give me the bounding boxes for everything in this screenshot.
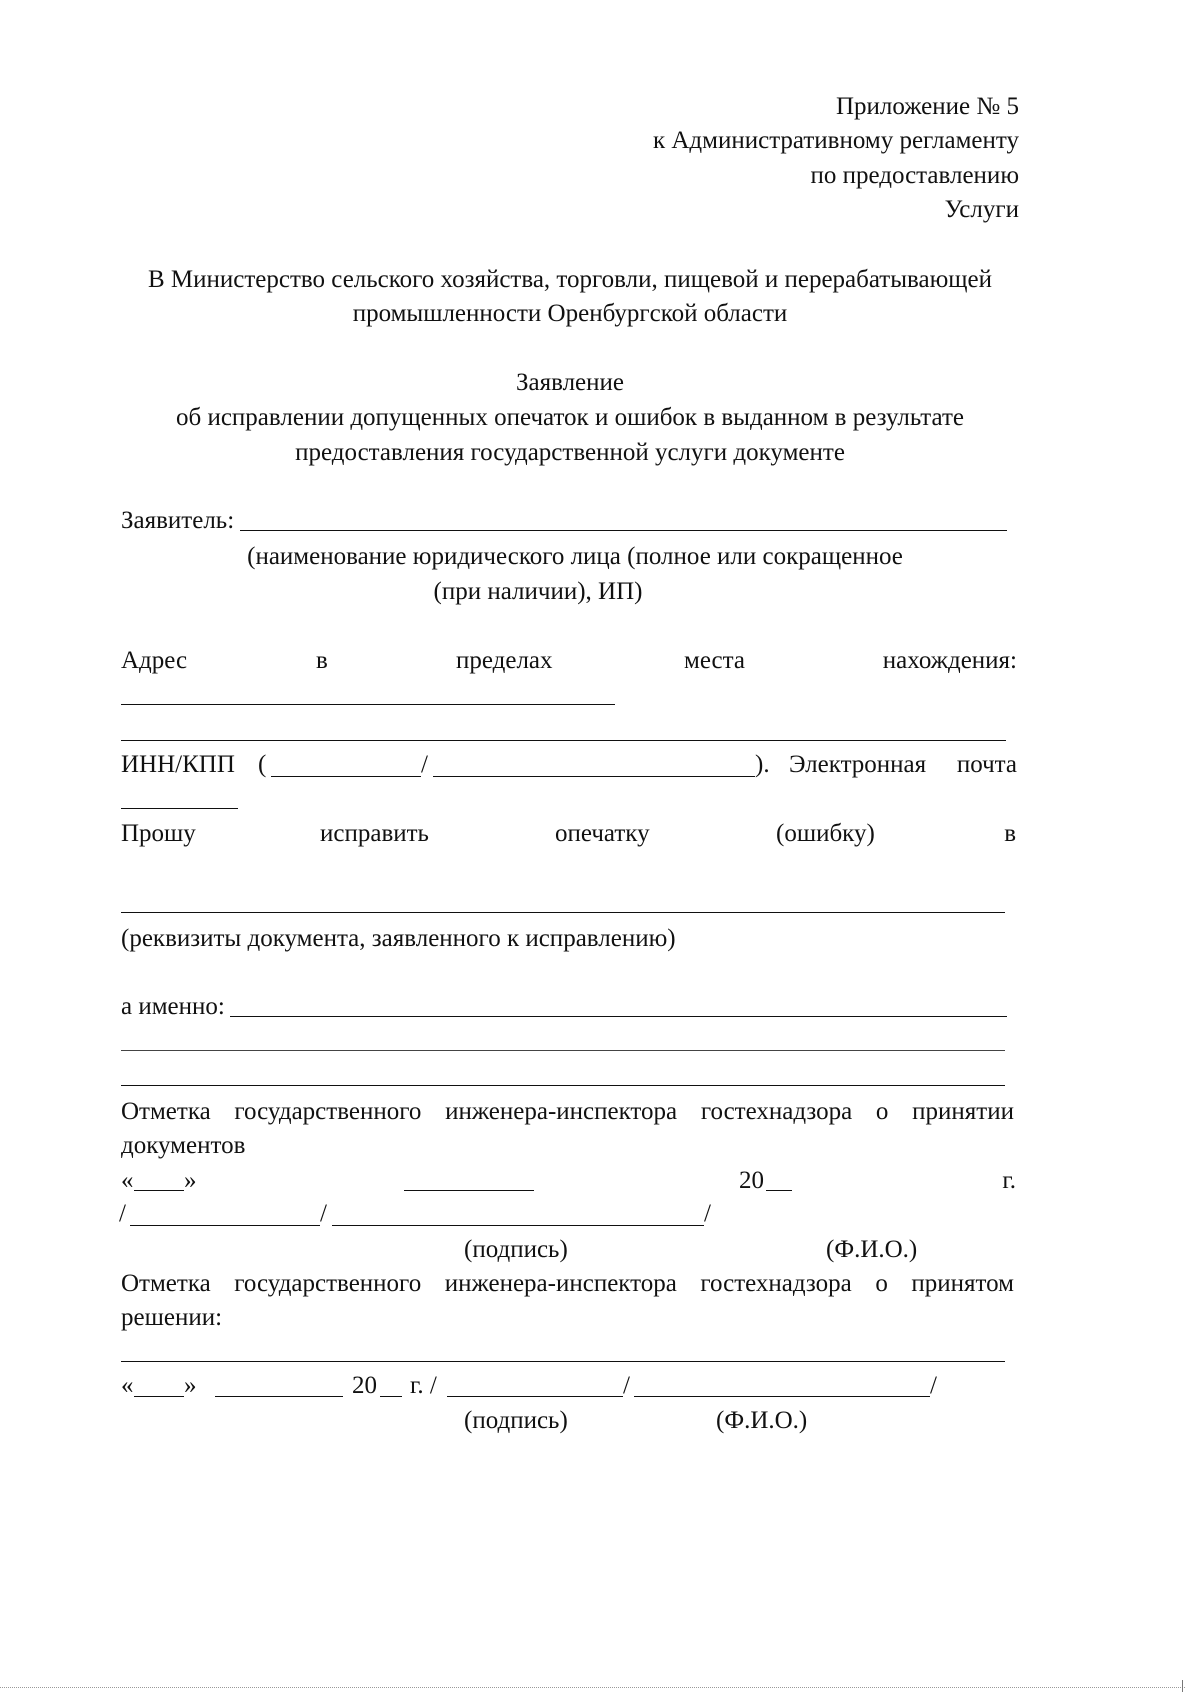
- address-word-2: в: [316, 647, 328, 674]
- decision-day-field[interactable]: [134, 1396, 184, 1397]
- appendix-reference: к Административному регламенту: [652, 127, 1019, 154]
- namely-label: а именно:: [121, 993, 225, 1020]
- addressee-line-2: промышленности Оренбургской области: [352, 300, 788, 327]
- acceptance-mark-text: Отметка государственного инженера-инспектора гостехнадзора о принятии: [121, 1098, 1014, 1125]
- addressee-line-1: В Министерство сельского хозяйства, торговли, пищевой и перерабатывающей: [147, 266, 993, 293]
- acceptance-slash-1: /: [119, 1200, 126, 1227]
- acceptance-signature-caption: (подпись): [464, 1236, 568, 1263]
- decision-year-field[interactable]: [380, 1396, 402, 1397]
- decision-year-suffix: г. /: [410, 1372, 437, 1399]
- kpp-field-line[interactable]: [433, 776, 755, 777]
- acceptance-mark-text-cont: документов: [121, 1132, 246, 1159]
- address-word-5: нахождения:: [882, 647, 1017, 674]
- request-word-4: (ошибку): [776, 820, 875, 847]
- namely-field-line-1[interactable]: [230, 1016, 1007, 1017]
- appendix-reference-cont: по предоставлению: [810, 162, 1019, 189]
- decision-year-prefix: 20: [352, 1372, 377, 1399]
- scan-bottom-edge: [0, 1687, 1185, 1688]
- decision-name-field[interactable]: [634, 1396, 930, 1397]
- decision-date-close: »: [184, 1372, 197, 1399]
- inn-open-paren: (: [258, 751, 267, 778]
- address-word-3: пределах: [456, 647, 553, 674]
- request-word-5: в: [1004, 820, 1016, 847]
- acceptance-signature-field[interactable]: [130, 1225, 320, 1226]
- appendix-service: Услуги: [944, 196, 1019, 223]
- acceptance-day-field[interactable]: [134, 1190, 184, 1191]
- applicant-hint-1: (наименование юридического лица (полное или сокращенное: [247, 543, 903, 570]
- acceptance-name-field[interactable]: [332, 1225, 704, 1226]
- acceptance-year-suffix: г.: [1002, 1167, 1016, 1194]
- namely-field-line-2[interactable]: [121, 1050, 1005, 1051]
- decision-field-line[interactable]: [121, 1361, 1005, 1362]
- inn-kpp-separator: /: [421, 751, 428, 778]
- acceptance-year-field[interactable]: [766, 1190, 792, 1191]
- decision-mark-text-cont: решении:: [121, 1304, 223, 1331]
- acceptance-month-field[interactable]: [404, 1190, 534, 1191]
- document-details-hint: (реквизиты документа, заявленного к исправлению): [121, 925, 676, 952]
- decision-slash-3: /: [930, 1372, 937, 1399]
- acceptance-slash-3: /: [704, 1200, 711, 1227]
- inn-field-line[interactable]: [271, 776, 421, 777]
- email-field-line[interactable]: [121, 808, 238, 809]
- applicant-hint-2: (при наличии), ИП): [433, 578, 643, 605]
- acceptance-fio-caption: (Ф.И.О.): [826, 1236, 918, 1263]
- document-details-field-line[interactable]: [121, 912, 1005, 913]
- decision-signature-caption: (подпись): [464, 1407, 568, 1434]
- address-word-1: Адрес: [121, 647, 188, 674]
- decision-fio-caption: (Ф.И.О.): [716, 1407, 808, 1434]
- inn-kpp-label: ИНН/КПП: [121, 751, 235, 778]
- request-word-3: опечатку: [555, 820, 650, 847]
- inn-close-paren: ).: [755, 751, 770, 778]
- address-field-line-2[interactable]: [121, 740, 1006, 741]
- decision-month-field[interactable]: [215, 1396, 343, 1397]
- decision-slash-2: /: [623, 1372, 630, 1399]
- request-word-1: Прошу: [121, 820, 196, 847]
- namely-field-line-3[interactable]: [121, 1085, 1005, 1086]
- document-subtitle-1: об исправлении допущенных опечаток и ошибок в выданном в результате: [175, 404, 964, 431]
- acceptance-slash-2: /: [320, 1200, 327, 1227]
- document-title: Заявление: [515, 369, 625, 396]
- acceptance-year-prefix: 20: [739, 1167, 764, 1194]
- decision-mark-text: Отметка государственного инженера-инспектора гостехнадзора о принятом: [121, 1270, 1014, 1297]
- scan-edge-mark: [1182, 1680, 1183, 1692]
- email-label-word-2: почта: [956, 751, 1017, 778]
- acceptance-date-close: »: [184, 1167, 197, 1194]
- decision-date-open: «: [121, 1372, 134, 1399]
- applicant-label: Заявитель:: [121, 507, 235, 534]
- decision-signature-field[interactable]: [447, 1396, 623, 1397]
- address-field-line-1[interactable]: [121, 704, 615, 705]
- document-subtitle-2: предоставления государственной услуги документе: [295, 439, 845, 466]
- email-label-word-1: Электронная: [789, 751, 927, 778]
- applicant-field-line[interactable]: [240, 530, 1007, 531]
- acceptance-date-open: «: [121, 1167, 134, 1194]
- request-word-2: исправить: [320, 820, 429, 847]
- appendix-number: Приложение № 5: [835, 93, 1019, 120]
- address-word-4: места: [684, 647, 745, 674]
